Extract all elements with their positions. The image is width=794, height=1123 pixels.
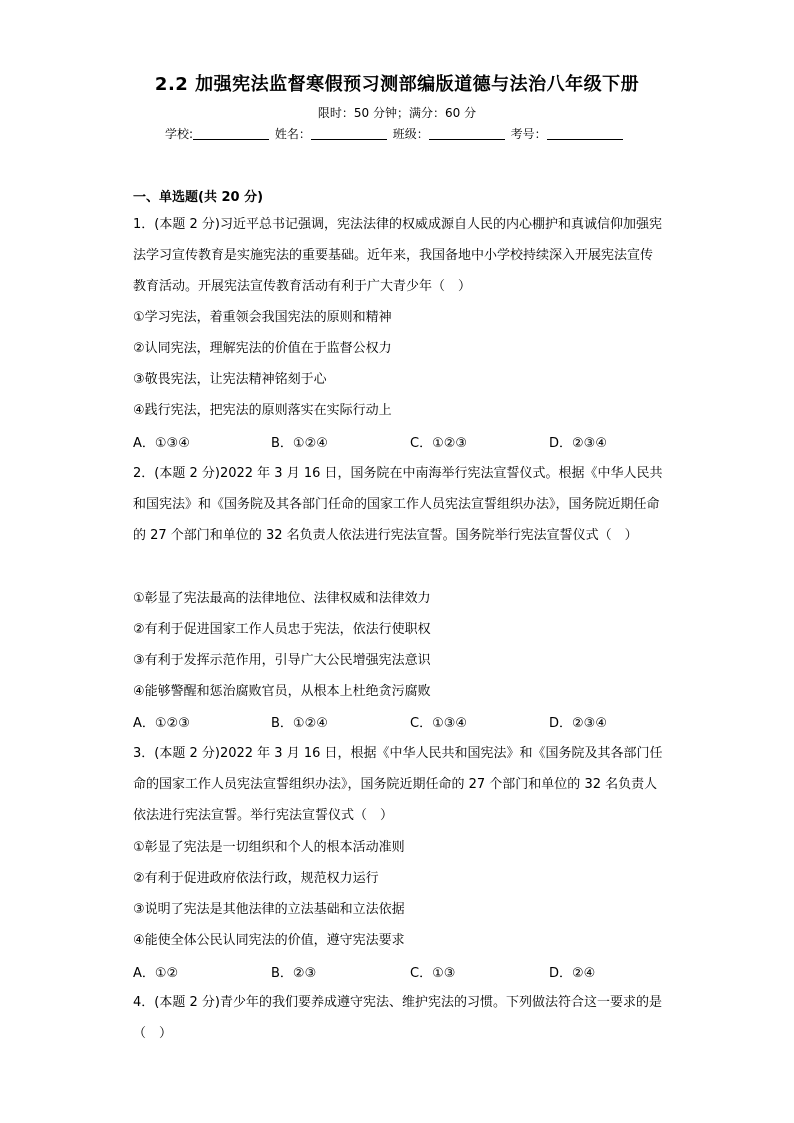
question-2-options bbox=[133, 712, 663, 732]
question-3-stem: 3．(本题 2 分)2022 年 3 月 16 日，根据《中华人民共和国宪法》和《国务院及其各部门任命的国家工作人员宪法宣誓组织办法》，国务院近期任命的 27 个部门和单位的 32 名负责人依法进行宪法宣誓。举行宪法宣誓仪式（ ） bbox=[133, 746, 663, 823]
student-info-row bbox=[165, 125, 625, 142]
option-a: A．①②③ bbox=[133, 716, 190, 731]
number-blank bbox=[547, 127, 623, 140]
question-2-item: ③有利于发挥示范作用，引导广大公民增强宪法意识 bbox=[133, 653, 431, 668]
option-b: B．①②④ bbox=[271, 436, 328, 451]
option-a: A．①② bbox=[133, 966, 179, 981]
question-2-item: ②有利于促进国家工作人员忠于宪法，依法行使职权 bbox=[133, 622, 431, 637]
question-4-stem: 4．(本题 2 分)青少年的我们要养成遵守宪法、维护宪法的习惯。下列做法符合这一要求的是（ ） bbox=[133, 995, 662, 1041]
question-1-item: ③敬畏宪法，让宪法精神铭刻于心 bbox=[133, 372, 327, 387]
section-heading: 一、单选题(共 20 分) bbox=[133, 190, 264, 205]
question-1-item: ②认同宪法，理解宪法的价值在于监督公权力 bbox=[133, 341, 392, 356]
option-b: B．②③ bbox=[271, 966, 317, 981]
question-1-options bbox=[133, 432, 663, 452]
question-3-item: ③说明了宪法是其他法律的立法基础和立法依据 bbox=[133, 902, 405, 917]
question-3-item: ②有利于促进政府依法行政，规范权力运行 bbox=[133, 871, 379, 886]
question-1-item: ④践行宪法，把宪法的原则落实在实际行动上 bbox=[133, 403, 392, 418]
name-blank bbox=[311, 127, 387, 140]
school-blank bbox=[193, 127, 269, 140]
name-label: 姓名： bbox=[274, 127, 311, 141]
question-3-item: ④能使全体公民认同宪法的价值，遵守宪法要求 bbox=[133, 933, 405, 948]
question-2-stem: 2．(本题 2 分)2022 年 3 月 16 日，国务院在中南海举行宪法宣誓仪式。根据《中华人民共和国宪法》和《国务院及其各部门任命的国家工作人员宪法宣誓组织办法》，国务院近期任命的 27 个部门和单位的 32 名负责人依法进行宪法宣誓。国务院举行宪法宣誓仪式（ ） bbox=[133, 466, 663, 543]
option-d: D．②④ bbox=[549, 966, 596, 981]
class-label: 班级： bbox=[392, 127, 429, 141]
question-1-stem: 1．(本题 2 分)习近平总书记强调，宪法法律的权威成源自人民的内心棚护和真诚信仰加强宪法学习宣传教育是实施宪法的重要基础。近年来，我国备地中小学校持续深入开展宪法宣传教育活动。开展宪法宣传教育活动有利于广大青少年（ ） bbox=[133, 217, 662, 294]
option-d: D．②③④ bbox=[549, 716, 607, 731]
option-c: C．①③ bbox=[410, 966, 456, 981]
exam-limits: 限时：50 分钟；满分：60 分 bbox=[317, 106, 477, 120]
question-2-item: ④能够警醒和惩治腐败官员，从根本上杜绝贪污腐败 bbox=[133, 684, 431, 699]
school-label: 学校: bbox=[165, 127, 194, 141]
option-b: B．①②④ bbox=[271, 716, 328, 731]
option-a: A．①③④ bbox=[133, 436, 190, 451]
page-title: 2.2 加强宪法监督寒假预习测部编版道德与法治八年级下册 bbox=[154, 74, 640, 95]
option-d: D．②③④ bbox=[549, 436, 607, 451]
option-c: C．①③④ bbox=[410, 716, 468, 731]
class-blank bbox=[429, 127, 505, 140]
question-3-item: ①彰显了宪法是一切组织和个人的根本活动准则 bbox=[133, 840, 405, 855]
number-label: 考号： bbox=[510, 127, 547, 141]
question-1-item: ①学习宪法，着重领会我国宪法的原则和精神 bbox=[133, 310, 392, 325]
question-2-item: ①彰显了宪法最高的法律地位、法律权威和法律效力 bbox=[133, 591, 431, 606]
question-3-options bbox=[133, 962, 663, 982]
option-c: C．①②③ bbox=[410, 436, 468, 451]
